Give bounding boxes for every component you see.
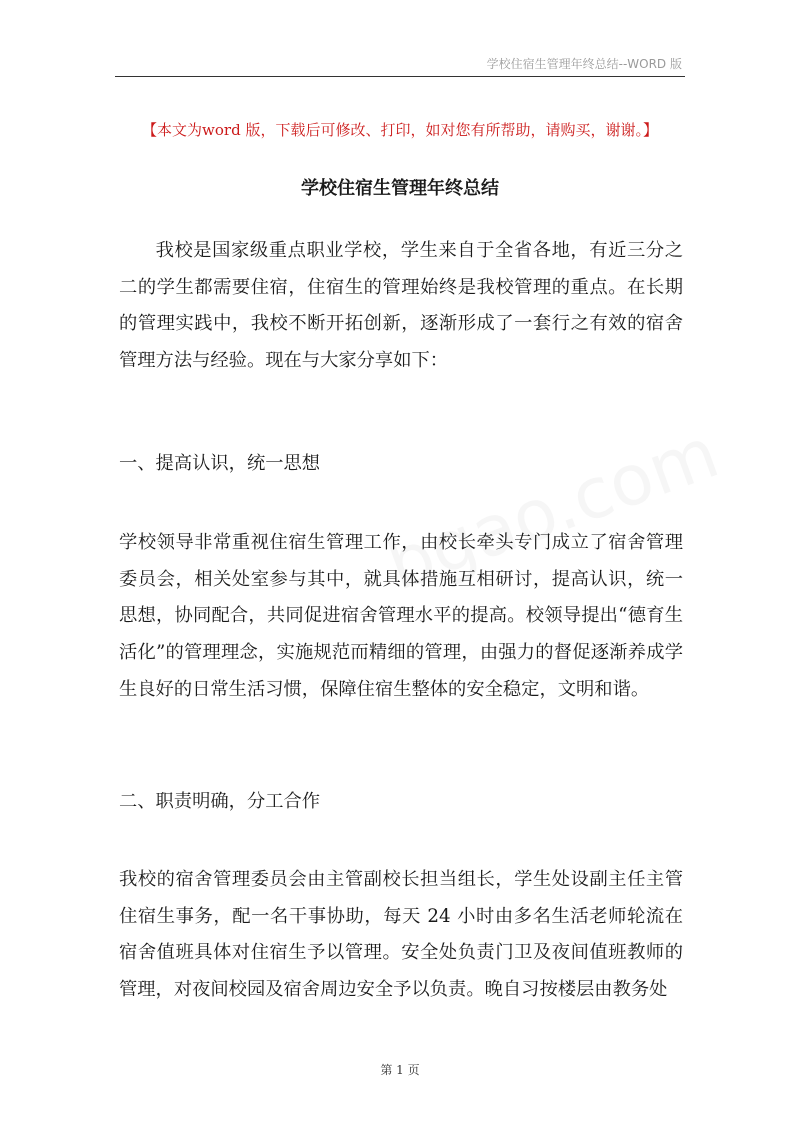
section-2-heading: 二、职责明确，分工合作 [119, 791, 321, 812]
running-header: 学校住宿生管理年终总结--WORD 版 [486, 57, 682, 71]
section-2-paragraph: 我校的宿舍管理委员会由主管副校长担当组长，学生处设副主任主管住宿生事务，配一名干事协助，每天 24 小时由多名生活老师轮流在宿舍值班具体对住宿生予以管理。安全处负责门卫及夜间值班教师的管理，对夜间校园及宿舍周边安全予以负责。晚自习按楼层由教务处 [119, 869, 683, 1001]
page-number: 第 1 页 [380, 1063, 420, 1077]
section-1-paragraph: 学校领导非常重视住宿生管理工作，由校长牵头专门成立了宿舍管理委员会，相关处室参与其中，就具体措施互相研讨，提高认识，统一思想，协同配合，共同促进宿舍管理水平的提高。校领导提出“德育生活化”的管理理念，实施规范而精细的管理，由强力的督促逐渐养成学生良好的日常生活习惯，保障住宿生整体的安全稳定，文明和谐。 [119, 532, 683, 700]
intro-paragraph: 我校是国家级重点职业学校，学生来自于全省各地，有近三分之二的学生都需要住宿，住宿生的管理始终是我校管理的重点。在长期的管理实践中，我校不断开拓创新，逐渐形成了一套行之有效的宿舍管理方法与经验。现在与大家分享如下： [119, 240, 683, 372]
document-title: 学校住宿生管理年终总结 [301, 178, 499, 199]
header-rule [115, 76, 685, 77]
download-notice: 【本文为word 版，下载后可修改、打印，如对您有所帮助，请购买，谢谢。】 [142, 121, 658, 139]
section-1-heading: 一、提高认识，统一思想 [119, 453, 321, 474]
